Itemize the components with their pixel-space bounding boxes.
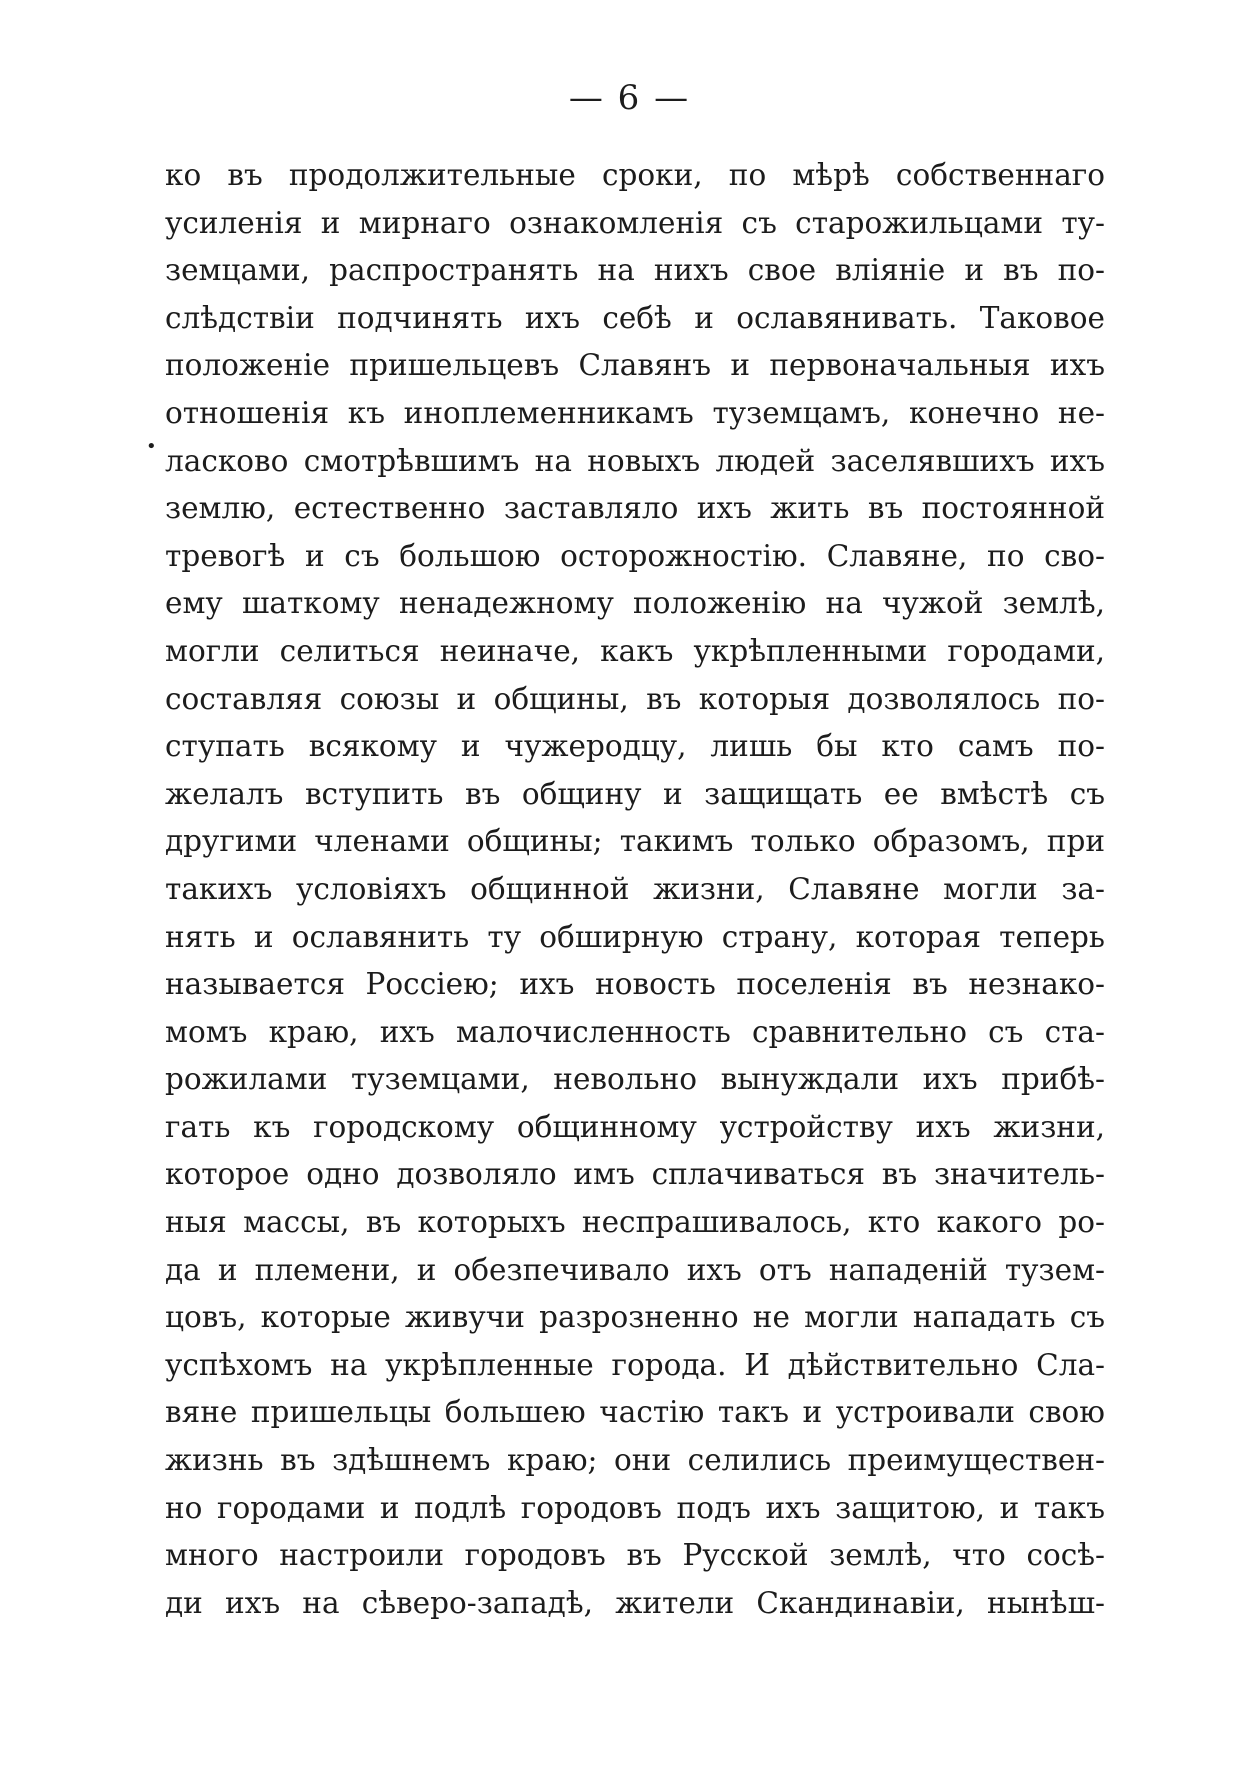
text-line: могли селиться неиначе, какъ укрѣпленными городами, — [165, 633, 1105, 668]
body-text — [165, 152, 1105, 1627]
text-line: ему шаткому ненадежному положенію на чужой землѣ, — [165, 586, 1105, 621]
text-line: много настроили городовъ въ Русской землѣ, что сосѣ- — [165, 1538, 1105, 1573]
text-line: ступать всякому и чужеродцу, лишь бы кто самъ по- — [165, 729, 1105, 764]
text-line: слѣдствіи подчинять ихъ себѣ и ославянивать. Таковое — [165, 300, 1105, 335]
text-line: усиленія и мирнаго ознакомленія съ старожильцами ту- — [165, 205, 1105, 240]
text-line: называется Россіею; ихъ новость поселенія въ незнако- — [165, 967, 1105, 1002]
text-line: такихъ условіяхъ общинной жизни, Славяне могли за- — [165, 871, 1105, 906]
text-line: гать къ городскому общинному устройству ихъ жизни, — [165, 1109, 1105, 1144]
text-line: да и племени, и обезпечивало ихъ отъ нападеній тузем- — [165, 1252, 1105, 1287]
text-line: цовъ, которые живучи разрозненно не могли нападать съ — [165, 1300, 1105, 1335]
text-line: отношенія къ иноплеменникамъ туземцамъ, конечно не- — [165, 395, 1105, 430]
text-line: нять и ославянить ту обширную страну, которая теперь — [165, 919, 1105, 954]
text-line: ко въ продолжительные сроки, по мѣрѣ собственнаго — [165, 158, 1105, 192]
text-line: но городами и подлѣ городовъ подъ ихъ защитою, и такъ — [165, 1490, 1105, 1525]
page-number: — 6 — — [568, 78, 691, 118]
text-line: тревогѣ и съ большою осторожностію. Славяне, по сво- — [165, 538, 1105, 573]
text-line: положеніе пришельцевъ Славянъ и первоначальныя ихъ — [165, 348, 1105, 383]
text-line: вяне пришельцы большею частію такъ и устроивали свою — [165, 1395, 1105, 1430]
text-line: желалъ вступить въ общину и защищать ее вмѣстѣ съ — [165, 776, 1105, 811]
margin-dot-mark: • — [146, 436, 157, 457]
text-line: жизнь въ здѣшнемъ краю; они селились преимуществен- — [165, 1443, 1105, 1478]
text-line: успѣхомъ на укрѣпленные города. И дѣйствительно Сла- — [165, 1347, 1105, 1382]
text-line: землю, естественно заставляло ихъ жить въ постоянной — [165, 491, 1105, 526]
text-line: ласково смотрѣвшимъ на новыхъ людей заселявшихъ ихъ — [165, 443, 1105, 478]
text-line: земцами, распространять на нихъ свое вліяніе и въ по- — [165, 253, 1105, 288]
text-line: которое одно дозволяло имъ сплачиваться въ значитель- — [165, 1157, 1105, 1192]
text-line: ди ихъ на сѣверо-западѣ, жители Скандинавіи, нынѣш- — [165, 1585, 1105, 1620]
text-line: составляя союзы и общины, въ которыя дозволялось по- — [165, 681, 1105, 716]
text-line: момъ краю, ихъ малочисленность сравнительно съ ста- — [165, 1014, 1105, 1049]
text-line: рожилами туземцами, невольно вынуждали ихъ прибѣ- — [165, 1062, 1105, 1097]
text-line: другими членами общины; такимъ только образомъ, при — [165, 824, 1105, 859]
text-line: ныя массы, въ которыхъ неспрашивалось, кто какого ро- — [165, 1205, 1105, 1240]
